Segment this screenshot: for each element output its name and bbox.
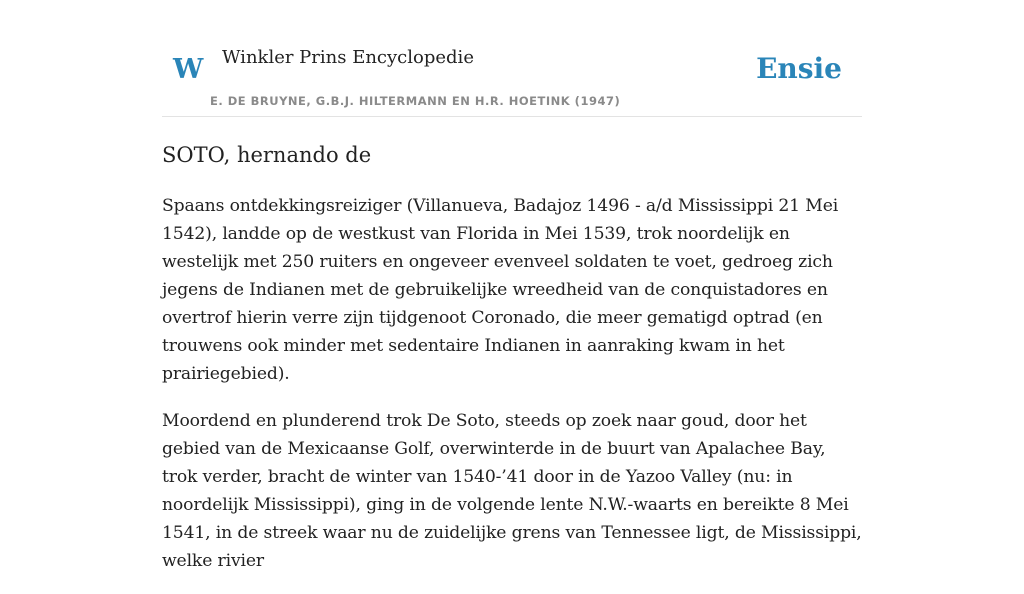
entry-paragraph: Moordend en plunderend trok De Soto, steeds op zoek naar goud, door het gebied van de Mexicaanse Golf, overwinterde in de buurt van Apalachee Bay, trok verder, bracht de winter van 1540-’41 door in de Yazoo Valley (nu: in noordelijk Mississippi), ging in de volgende lente N.W.-waarts en bereikte 8 Mei 1541, in de streek waar nu de zuidelijke grens van Tennessee ligt, de Mississippi, welke rivier xyxy=(162,411,862,571)
header xyxy=(162,0,862,117)
entry-body xyxy=(162,192,862,594)
publication-authors: E. DE BRUYNE, G.B.J. HILTERMANN EN H.R. HOETINK (1947) xyxy=(210,94,621,108)
page xyxy=(162,0,862,571)
entry-paragraph: Spaans ontdekkingsreiziger (Villanueva, Badajoz 1496 - a/d Mississippi 21 Mei 1542), landde op de westkust van Florida in Mei 1539, trok noordelijk en westelijk met 250 ruiters en ongeveer evenveel soldaten te voet, gedroeg zich jegens de Indianen met de gebruikelijke wreedheid van de conquistadores en overtrof hierin verre zijn tijdgenoot Coronado, die meer gematigd optrad (en trouwens ook minder met sedentaire Indianen in aanraking kwam in het prairiegebied). xyxy=(162,196,839,384)
ensie-logo[interactable]: Ensie xyxy=(756,52,842,85)
publication-title[interactable]: Winkler Prins Encyclopedie xyxy=(222,47,474,68)
entry-title: SOTO, hernando de xyxy=(162,143,372,167)
publication-logo-icon[interactable]: W xyxy=(173,54,204,85)
